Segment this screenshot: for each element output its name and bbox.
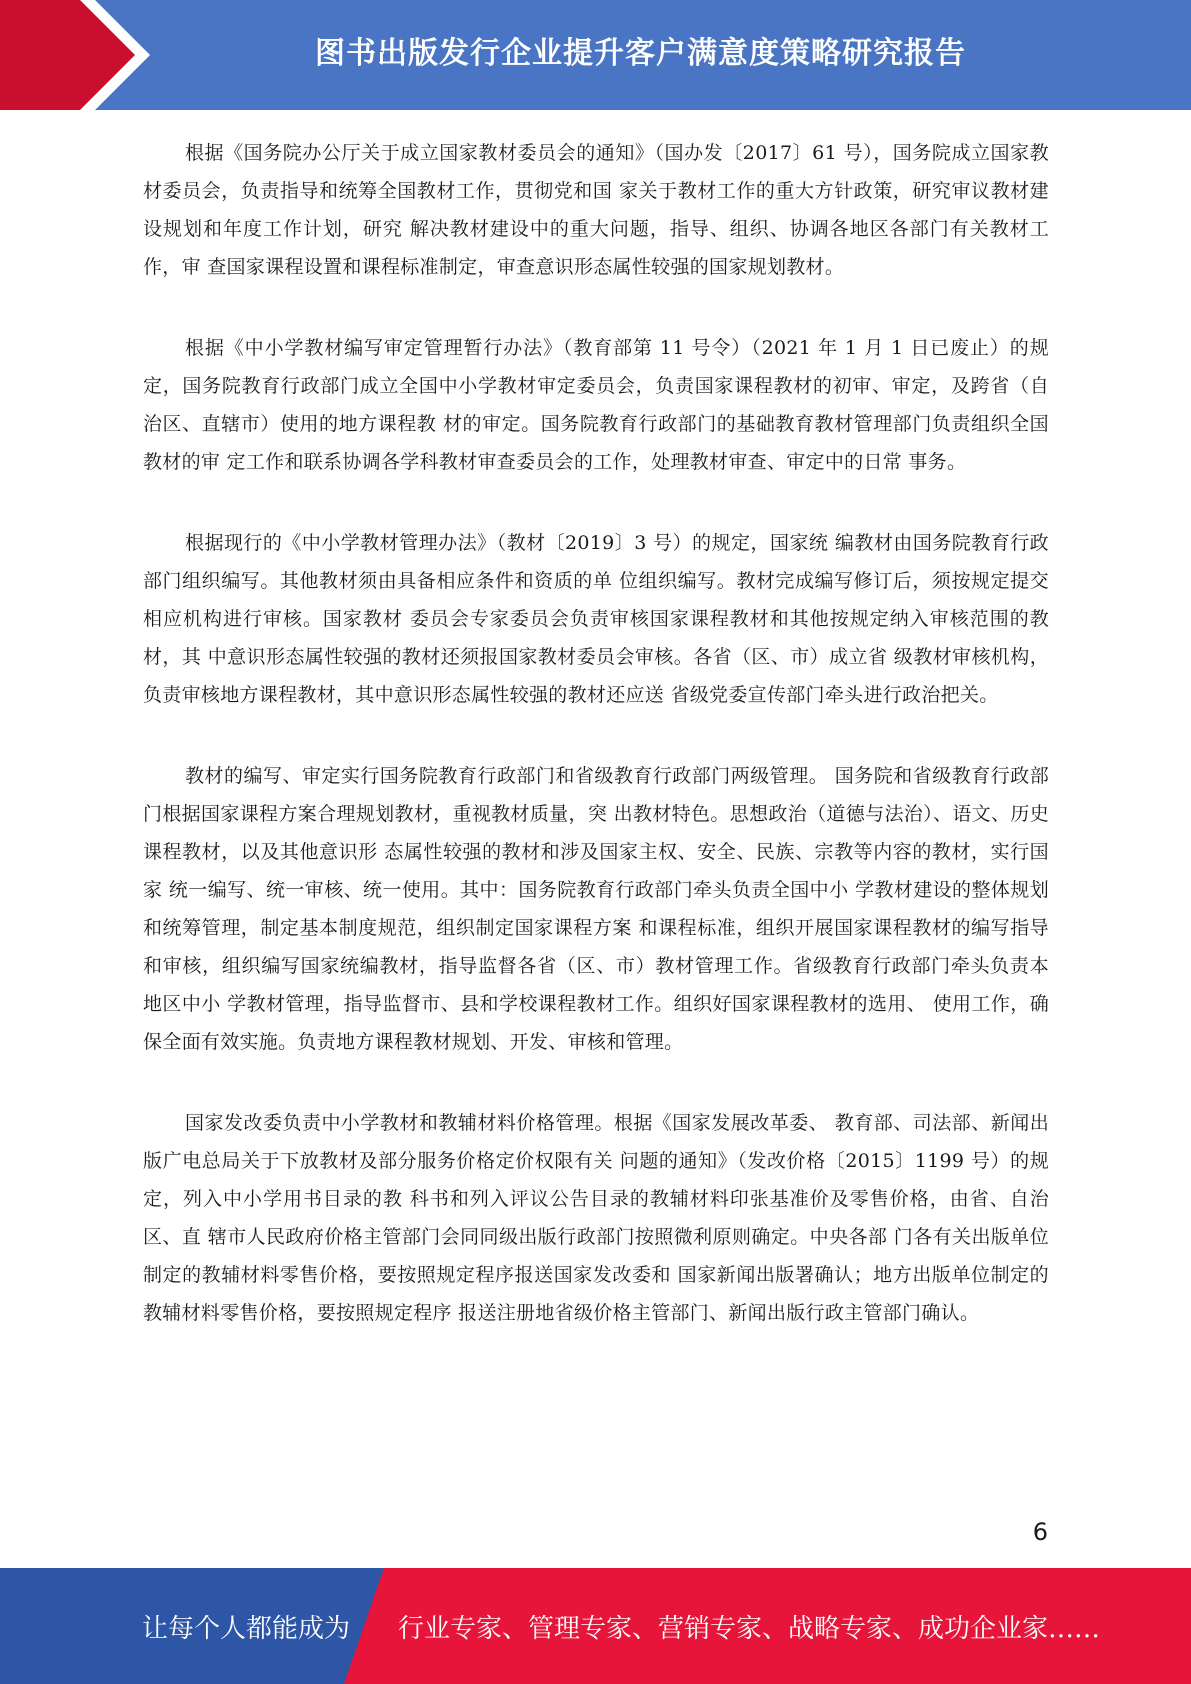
document-body (143, 134, 1049, 1375)
footer-slogan-left: 让每个人都能成为 (142, 1613, 351, 1644)
paragraph-2: 根据《中小学教材编写审定管理暂行办法》（教育部第 11 号令）（2021 年 1 月 1 日已废止）的规定，国务院教育行政部门成立全国中小学教材审定委员会，负责国家课程教材的初审、审定，及跨省（自治区、直辖市）使用的地方课程教 材的审定。国务院教育行政部门的基础教育教材管理部门负责组织全国教材的审 定工作和联系协调各学科教材审查委员会的工作，处理教材审查、审定中的日常 事务。 (143, 337, 1049, 473)
header-red-chevron (0, 0, 140, 110)
paragraph-5: 国家发改委负责中小学教材和教辅材料价格管理。根据《国家发展改革委、 教育部、司法部、新闻出版广电总局关于下放教材及部分服务价格定价权限有关 问题的通知》（发改价格〔2015〕1199 号）的规定，列入中小学用书目录的教 科书和列入评议公告目录的教辅材料印张基准价及零售价格，由省、自治区、直 辖市人民政府价格主管部门会同同级出版行政部门按照微利原则确定。中央各部 门各有关出版单位制定的教辅材料零售价格，要按照规定程序报送国家发改委和 国家新闻出版署确认；地方出版单位制定的教辅材料零售价格，要按照规定程序 报送注册地省级价格主管部门、新闻出版行政主管部门确认。 (143, 1112, 1049, 1324)
paragraph-3: 根据现行的《中小学教材管理办法》（教材〔2019〕3 号）的规定，国家统 编教材由国务院教育行政部门组织编写。其他教材须由具备相应条件和资质的单 位组织编写。教材完成编写修订后，须按规定提交相应机构进行审核。国家教材 委员会专家委员会负责审核国家课程教材和其他按规定纳入审核范围的教材，其 中意识形态属性较强的教材还须报国家教材委员会审核。各省（区、市）成立省 级教材审核机构，负责审核地方课程教材，其中意识形态属性较强的教材还应送 省级党委宣传部门牵头进行政治把关。 (143, 532, 1049, 706)
page-title: 图书出版发行企业提升客户满意度策略研究报告 (315, 36, 966, 71)
footer-slogan-right: 行业专家、管理专家、营销专家、战略专家、成功企业家…… (398, 1613, 1101, 1644)
footer-banner (0, 1568, 1191, 1684)
header-banner (0, 0, 1191, 110)
page-number: 6 (1032, 1518, 1048, 1546)
paragraph-4: 教材的编写、审定实行国务院教育行政部门和省级教育行政部门两级管理。 国务院和省级教育行政部门根据国家课程方案合理规划教材，重视教材质量，突 出教材特色。思想政治（道德与法治）、语文、历史课程教材，以及其他意识形 态属性较强的教材和涉及国家主权、安全、民族、宗教等内容的教材，实行国家 统一编写、统一审核、统一使用。其中：国务院教育行政部门牵头负责全国中小 学教材建设的整体规划和统筹管理，制定基本制度规范，组织制定国家课程方案 和课程标准，组织开展国家课程教材的编写指导和审核，组织编写国家统编教材，指导监督各省（区、市）教材管理工作。省级教育行政部门牵头负责本地区中小 学教材管理，指导监督市、县和学校课程教材工作。组织好国家课程教材的选用、 使用工作，确保全面有效实施。负责地方课程教材规划、开发、审核和管理。 (143, 765, 1049, 1053)
paragraph-1: 根据《国务院办公厅关于成立国家教材委员会的通知》（国办发〔2017〕61 号），国务院成立国家教材委员会，负责指导和统筹全国教材工作，贯彻党和国 家关于教材工作的重大方针政策，研究审议教材建设规划和年度工作计划，研究 解决教材建设中的重大问题，指导、组织、协调各地区各部门有关教材工作，审 查国家课程设置和课程标准制定，审查意识形态属性较强的国家规划教材。 (143, 142, 1049, 278)
